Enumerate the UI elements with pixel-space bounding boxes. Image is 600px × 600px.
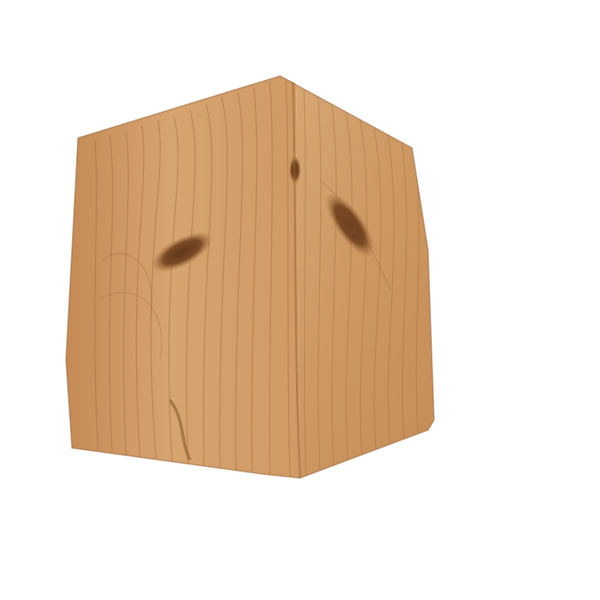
right-face xyxy=(280,76,434,478)
left-face xyxy=(66,76,300,478)
